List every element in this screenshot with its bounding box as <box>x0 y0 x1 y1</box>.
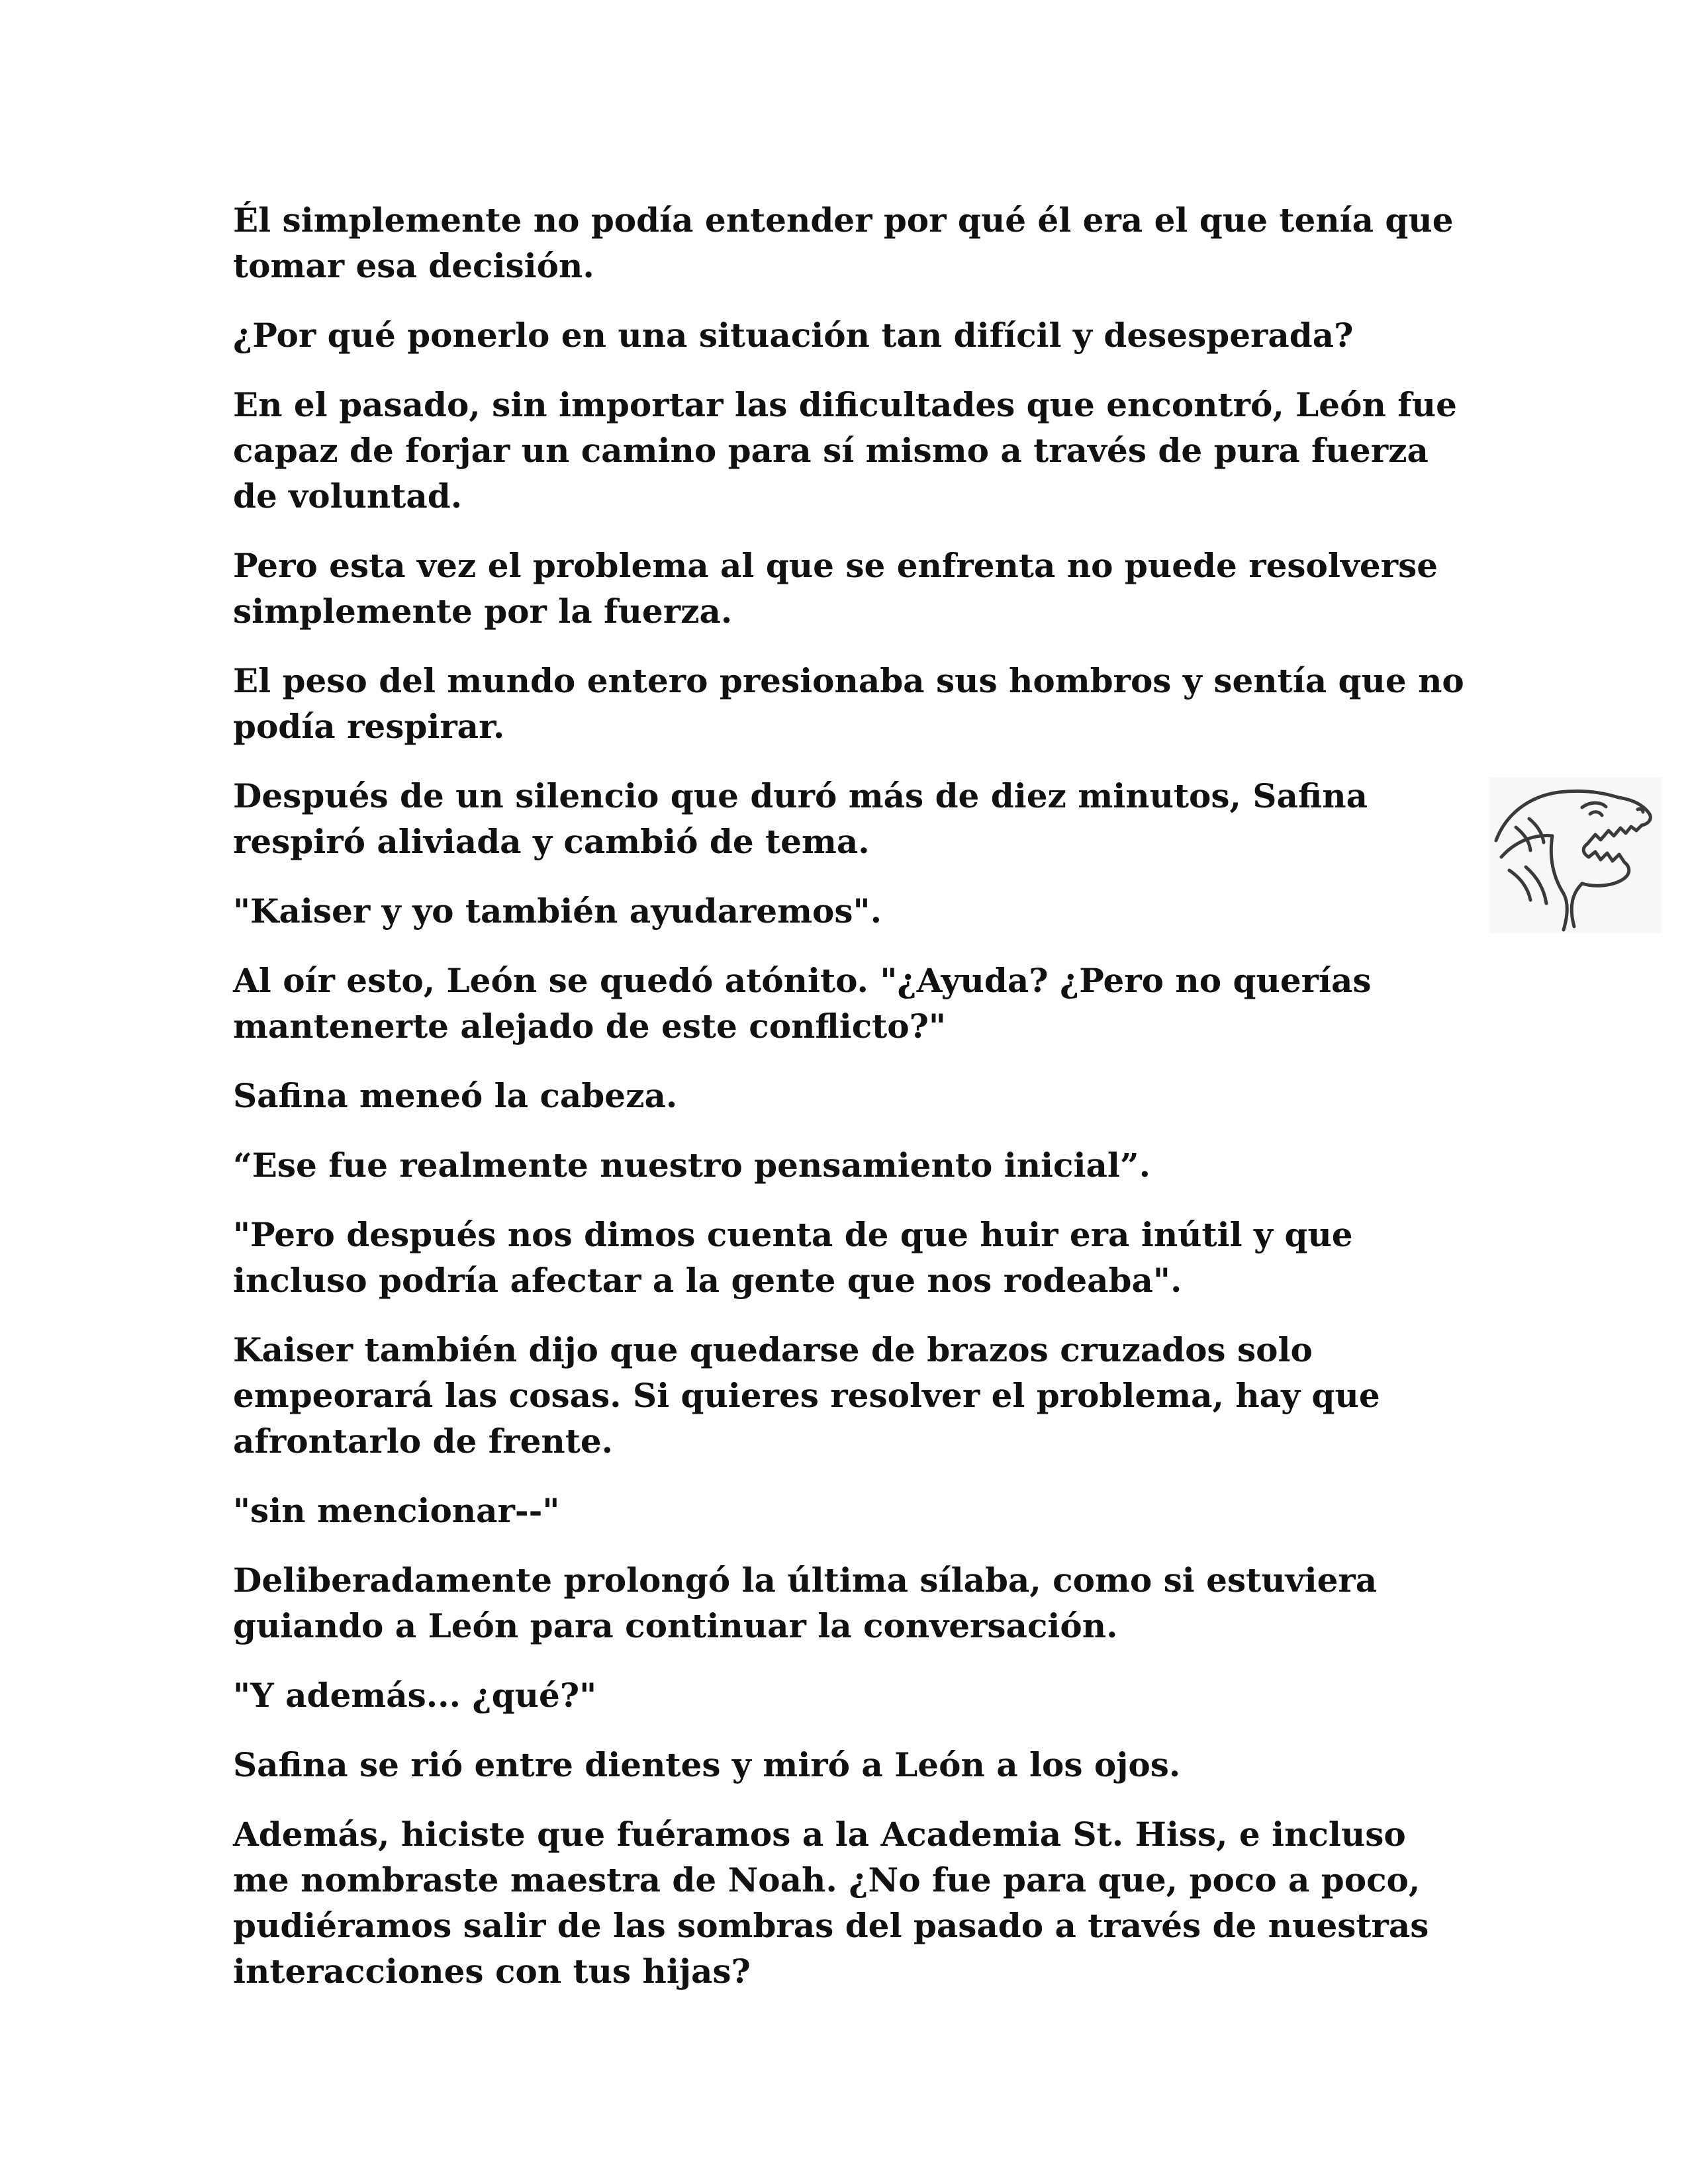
paragraph: Deliberadamente prolongó la última sílaba, como si estuviera guiando a León para continuar la conversación. <box>233 1561 1378 1645</box>
paragraph: “Ese fue realmente nuestro pensamiento inicial”. <box>233 1146 1151 1185</box>
paragraph: Él simplemente no podía entender por qué él era el que tenía que tomar esa decisión. <box>233 201 1454 285</box>
paragraph: Safina meneó la cabeza. <box>233 1076 678 1115</box>
paragraph: Después de un silencio que duró más de diez minutos, Safina respiró aliviada y cambió de tema. <box>233 776 1368 861</box>
paragraph: "sin mencionar--" <box>233 1491 560 1530</box>
paragraph: El peso del mundo entero presionaba sus hombros y sentía que no podía respirar. <box>233 661 1464 746</box>
paragraph: ¿Por qué ponerlo en una situación tan difícil y desesperada? <box>233 316 1354 355</box>
body-text <box>233 197 1464 2018</box>
paragraph: Además, hiciste que fuéramos a la Academia St. Hiss, e incluso me nombraste maestra de Noah. ¿No fue para que, poco a poco, pudiéramos salir de las sombras del pasado a través de nuestras interacciones con tus hijas? <box>233 1815 1429 1991</box>
dinosaur-head-sketch-icon <box>1489 778 1662 933</box>
paragraph: En el pasado, sin importar las dificultades que encontró, León fue capaz de forjar un camino para sí mismo a través de pura fuerza de voluntad. <box>233 385 1457 516</box>
paragraph: "Y además... ¿qué?" <box>233 1676 597 1715</box>
paragraph: "Pero después nos dimos cuenta de que huir era inútil y que incluso podría afectar a la gente que nos rodeaba". <box>233 1215 1353 1300</box>
paragraph: Kaiser también dijo que quedarse de brazos cruzados solo empeorará las cosas. Si quieres resolver el problema, hay que afrontarlo de frente. <box>233 1330 1380 1461</box>
paragraph: Al oír esto, León se quedó atónito. "¿Ayuda? ¿Pero no querías mantenerte alejado de este conflicto?" <box>233 961 1372 1046</box>
paragraph: "Kaiser y yo también ayudaremos". <box>233 891 882 931</box>
paragraph: Pero esta vez el problema al que se enfrenta no puede resolverse simplemente por la fuerza. <box>233 546 1438 631</box>
paragraph: Safina se rió entre dientes y miró a León a los ojos. <box>233 1745 1181 1784</box>
